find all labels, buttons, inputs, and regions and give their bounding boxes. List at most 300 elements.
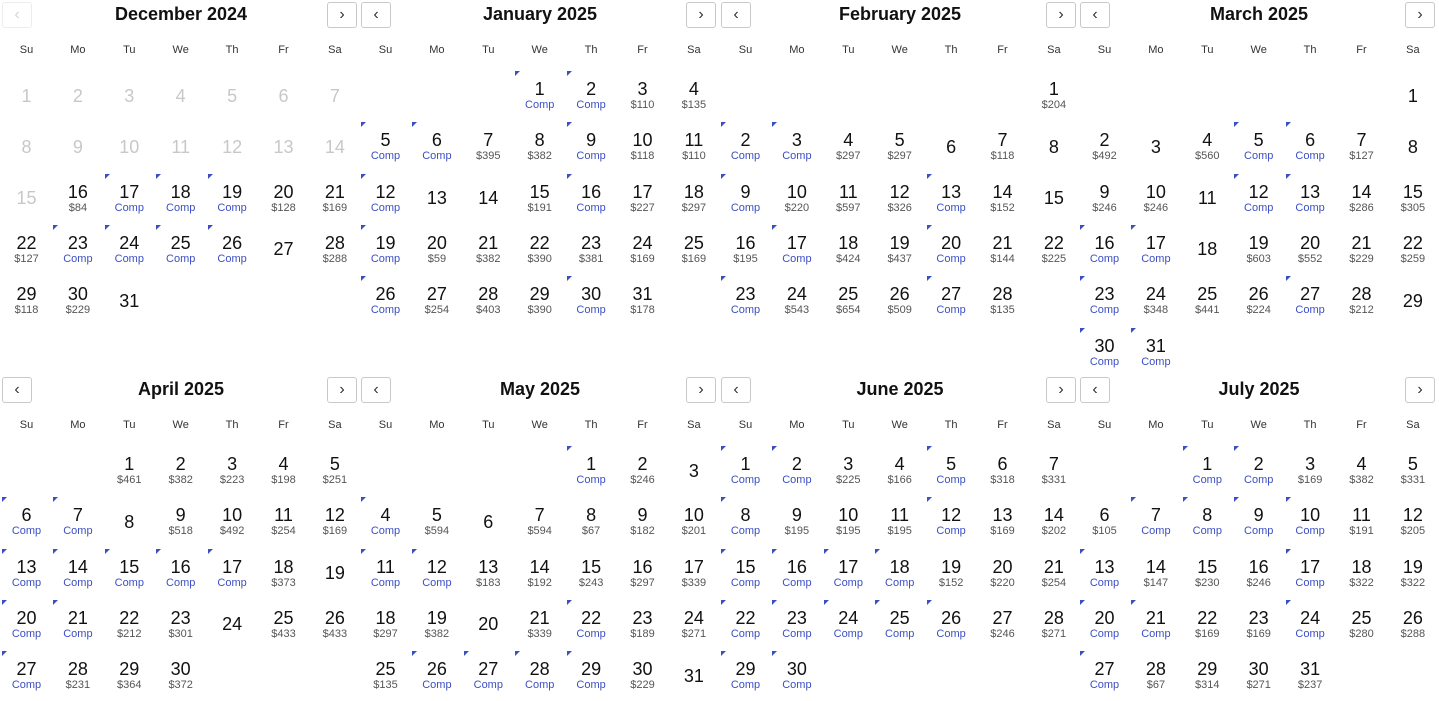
day-cell[interactable]	[104, 445, 155, 496]
day-cell[interactable]	[1285, 650, 1336, 701]
weekday-header: Mo	[70, 419, 86, 431]
day-number: 3	[1305, 454, 1316, 474]
day-cell[interactable]	[155, 445, 206, 496]
day-cell[interactable]	[463, 650, 514, 701]
day-cell[interactable]	[104, 650, 155, 701]
price-label: $433	[322, 627, 348, 640]
day-number: 18	[1197, 239, 1218, 260]
day-cell[interactable]	[720, 650, 771, 701]
day-cell[interactable]	[874, 599, 925, 650]
day-cell[interactable]	[1336, 224, 1387, 275]
day-cell[interactable]	[1336, 121, 1387, 172]
day-cell[interactable]	[1028, 173, 1079, 224]
next-month-button[interactable]	[1405, 2, 1435, 28]
day-cell[interactable]	[874, 121, 925, 172]
day-cell[interactable]	[411, 275, 462, 326]
day-cell[interactable]	[52, 275, 103, 326]
day-cell[interactable]	[566, 496, 617, 547]
prev-month-button[interactable]	[361, 377, 391, 403]
day-cell[interactable]	[207, 173, 258, 224]
day-cell[interactable]	[977, 121, 1028, 172]
comp-flag-icon	[53, 225, 58, 230]
day-number: 28	[478, 284, 499, 305]
day-cell[interactable]	[668, 224, 719, 275]
day-cell[interactable]	[1387, 224, 1438, 275]
day-cell[interactable]	[1285, 173, 1336, 224]
day-cell[interactable]	[52, 548, 103, 599]
day-cell[interactable]	[771, 275, 822, 326]
day-number: 29	[16, 284, 37, 305]
day-cell[interactable]	[823, 275, 874, 326]
day-cell[interactable]	[463, 224, 514, 275]
price-label: $297	[836, 150, 861, 163]
day-cell[interactable]	[155, 496, 206, 547]
day-cell[interactable]	[771, 650, 822, 701]
day-cell[interactable]	[617, 70, 668, 121]
day-number: 10	[786, 181, 807, 202]
next-month-button[interactable]	[1046, 377, 1076, 403]
day-cell[interactable]	[926, 275, 977, 326]
day-cell[interactable]	[207, 224, 258, 275]
day-cell[interactable]	[617, 650, 668, 701]
day-cell[interactable]	[1387, 173, 1438, 224]
prev-month-button[interactable]	[721, 377, 751, 403]
day-cell[interactable]	[104, 548, 155, 599]
day-cell[interactable]	[1182, 496, 1233, 547]
day-cell[interactable]	[1, 650, 52, 701]
day-cell[interactable]	[360, 496, 411, 547]
day-cell[interactable]	[720, 173, 771, 224]
comp-label: Comp	[1192, 525, 1222, 538]
next-month-button[interactable]	[1405, 377, 1435, 403]
day-cell[interactable]	[463, 275, 514, 326]
day-cell[interactable]	[771, 599, 822, 650]
day-cell[interactable]	[1028, 445, 1079, 496]
day-cell[interactable]	[1182, 121, 1233, 172]
day-cell[interactable]	[1079, 496, 1130, 547]
day-cell[interactable]	[411, 224, 462, 275]
day-cell[interactable]	[1182, 224, 1233, 275]
weekday-header: Fr	[278, 44, 289, 56]
price-label: $560	[1195, 150, 1220, 163]
day-cell[interactable]	[1182, 275, 1233, 326]
day-cell[interactable]	[360, 224, 411, 275]
next-month-button[interactable]	[327, 2, 357, 28]
day-cell[interactable]	[1336, 496, 1387, 547]
day-cell[interactable]	[52, 650, 103, 701]
day-cell[interactable]	[1130, 224, 1181, 275]
day-cell[interactable]	[258, 496, 309, 547]
day-cell[interactable]	[207, 599, 258, 650]
comp-flag-icon	[875, 600, 880, 605]
day-cell[interactable]	[155, 599, 206, 650]
day-cell[interactable]	[668, 599, 719, 650]
day-cell[interactable]	[874, 275, 925, 326]
day-cell[interactable]	[1182, 599, 1233, 650]
day-cell[interactable]	[258, 599, 309, 650]
day-cell[interactable]	[155, 548, 206, 599]
day-cell[interactable]	[617, 496, 668, 547]
day-cell[interactable]	[566, 548, 617, 599]
day-cell[interactable]	[1079, 548, 1130, 599]
day-cell[interactable]	[1, 599, 52, 650]
day-cell[interactable]	[1079, 650, 1130, 701]
day-number: 2	[1099, 130, 1110, 151]
price-label: $195	[836, 525, 861, 538]
day-cell[interactable]	[463, 496, 514, 547]
day-cell[interactable]	[1387, 599, 1438, 650]
day-cell[interactable]	[463, 548, 514, 599]
day-cell[interactable]	[1336, 275, 1387, 326]
day-cell[interactable]	[52, 599, 103, 650]
day-cell[interactable]	[823, 121, 874, 172]
day-cell[interactable]	[411, 599, 462, 650]
day-cell[interactable]	[1285, 599, 1336, 650]
day-cell[interactable]	[771, 224, 822, 275]
day-cell[interactable]	[1130, 327, 1181, 378]
day-cell[interactable]	[1, 496, 52, 547]
day-cell[interactable]	[1387, 275, 1438, 326]
prev-month-button[interactable]	[1080, 377, 1110, 403]
day-cell[interactable]	[514, 224, 565, 275]
day-cell[interactable]	[566, 650, 617, 701]
day-cell[interactable]	[1336, 548, 1387, 599]
day-cell[interactable]	[720, 224, 771, 275]
day-cell[interactable]	[514, 548, 565, 599]
day-cell[interactable]	[514, 650, 565, 701]
price-label: $254	[1041, 576, 1067, 589]
day-cell[interactable]	[360, 599, 411, 650]
comp-flag-icon	[721, 122, 726, 127]
day-number: 7	[1150, 505, 1161, 526]
day-cell[interactable]	[1, 224, 52, 275]
day-cell[interactable]	[617, 599, 668, 650]
day-cell[interactable]	[771, 173, 822, 224]
day-cell[interactable]	[309, 224, 360, 275]
day-cell[interactable]	[411, 173, 462, 224]
day-cell[interactable]	[823, 548, 874, 599]
day-cell[interactable]	[617, 173, 668, 224]
day-number: 8	[1202, 505, 1213, 526]
day-cell[interactable]	[668, 548, 719, 599]
next-month-button[interactable]	[686, 2, 716, 28]
day-cell[interactable]	[926, 173, 977, 224]
day-cell[interactable]	[1233, 173, 1284, 224]
day-cell[interactable]	[1130, 496, 1181, 547]
day-cell[interactable]	[1233, 445, 1284, 496]
day-cell[interactable]	[668, 445, 719, 496]
weekday-header: Th	[944, 44, 958, 56]
price-label: $220	[990, 576, 1015, 589]
day-cell[interactable]	[1, 548, 52, 599]
day-cell[interactable]	[52, 224, 103, 275]
prev-month-button[interactable]	[2, 377, 32, 403]
day-cell[interactable]	[720, 445, 771, 496]
day-cell[interactable]	[1130, 121, 1181, 172]
day-cell[interactable]	[1233, 548, 1284, 599]
day-number: 3	[843, 454, 854, 474]
day-cell[interactable]	[258, 548, 309, 599]
day-cell[interactable]	[309, 445, 360, 496]
day-cell[interactable]	[104, 496, 155, 547]
price-label: $105	[1092, 525, 1117, 538]
day-cell[interactable]	[514, 70, 565, 121]
day-cell[interactable]	[977, 496, 1028, 547]
day-cell[interactable]	[1336, 173, 1387, 224]
comp-label: Comp	[370, 304, 401, 317]
day-cell[interactable]	[1130, 548, 1181, 599]
day-cell[interactable]	[1079, 224, 1130, 275]
day-cell[interactable]	[617, 224, 668, 275]
prev-month-button[interactable]	[1080, 2, 1110, 28]
day-cell[interactable]	[1028, 496, 1079, 547]
day-cell[interactable]	[720, 121, 771, 172]
day-cell[interactable]	[309, 173, 360, 224]
day-cell[interactable]	[514, 121, 565, 172]
day-cell[interactable]	[926, 445, 977, 496]
day-cell[interactable]	[977, 548, 1028, 599]
day-cell[interactable]	[411, 121, 462, 172]
day-cell[interactable]	[1387, 121, 1438, 172]
day-cell[interactable]	[566, 224, 617, 275]
day-cell[interactable]	[463, 173, 514, 224]
day-cell[interactable]	[1130, 650, 1181, 701]
day-number: 13	[16, 556, 37, 577]
day-cell[interactable]	[874, 548, 925, 599]
day-cell[interactable]	[1387, 548, 1438, 599]
day-cell[interactable]	[566, 173, 617, 224]
day-cell[interactable]	[104, 599, 155, 650]
day-cell[interactable]	[1285, 445, 1336, 496]
day-cell[interactable]	[926, 599, 977, 650]
day-cell[interactable]	[1233, 599, 1284, 650]
day-cell[interactable]	[874, 496, 925, 547]
day-cell[interactable]	[566, 599, 617, 650]
price-label: $322	[1349, 576, 1374, 589]
price-label: $597	[836, 201, 861, 214]
day-cell[interactable]	[977, 173, 1028, 224]
price-label: $183	[476, 576, 501, 589]
day-cell[interactable]	[617, 445, 668, 496]
day-cell[interactable]	[1130, 599, 1181, 650]
price-label: $254	[271, 525, 296, 538]
day-cell[interactable]	[874, 173, 925, 224]
day-number: 3	[227, 454, 238, 474]
day-cell[interactable]	[1182, 173, 1233, 224]
day-cell[interactable]	[566, 275, 617, 326]
day-cell[interactable]	[1079, 275, 1130, 326]
day-cell[interactable]	[1387, 496, 1438, 547]
day-cell[interactable]	[668, 121, 719, 172]
day-cell[interactable]	[771, 496, 822, 547]
weekday-header: We	[1250, 44, 1267, 56]
day-cell[interactable]	[360, 121, 411, 172]
price-label: $127	[14, 252, 39, 265]
day-cell[interactable]	[1182, 548, 1233, 599]
day-cell[interactable]	[977, 445, 1028, 496]
day-cell[interactable]	[566, 70, 617, 121]
day-cell[interactable]	[514, 173, 565, 224]
day-cell[interactable]	[668, 496, 719, 547]
day-cell[interactable]	[258, 445, 309, 496]
day-number: 23	[581, 232, 602, 253]
day-cell[interactable]	[720, 548, 771, 599]
next-month-button[interactable]	[327, 377, 357, 403]
day-cell[interactable]	[258, 224, 309, 275]
price-label: $189	[630, 627, 655, 640]
day-cell[interactable]	[1336, 445, 1387, 496]
comp-label: Comp	[936, 525, 966, 538]
day-cell[interactable]	[668, 650, 719, 701]
day-cell[interactable]	[155, 173, 206, 224]
price-label: $128	[271, 201, 296, 214]
day-cell[interactable]	[1028, 121, 1079, 172]
day-cell[interactable]	[155, 224, 206, 275]
day-cell[interactable]	[1233, 275, 1284, 326]
day-cell[interactable]	[411, 548, 462, 599]
day-cell[interactable]	[823, 173, 874, 224]
comp-label: Comp	[114, 576, 144, 589]
day-cell[interactable]	[823, 496, 874, 547]
day-cell[interactable]	[104, 224, 155, 275]
day-cell[interactable]	[1336, 599, 1387, 650]
day-cell[interactable]	[668, 70, 719, 121]
day-cell[interactable]	[771, 445, 822, 496]
day-cell[interactable]	[463, 121, 514, 172]
day-cell[interactable]	[566, 445, 617, 496]
day-cell[interactable]	[1182, 445, 1233, 496]
weekday-header: Su	[378, 44, 393, 56]
day-cell[interactable]	[720, 599, 771, 650]
comp-label: Comp	[1295, 576, 1325, 589]
day-cell[interactable]	[926, 496, 977, 547]
day-number: 31	[119, 290, 140, 311]
prev-month-button[interactable]	[721, 2, 751, 28]
day-cell[interactable]	[514, 496, 565, 547]
day-cell[interactable]	[771, 121, 822, 172]
day-cell[interactable]	[1079, 121, 1130, 172]
day-cell[interactable]	[1, 275, 52, 326]
day-cell[interactable]	[104, 275, 155, 326]
day-cell[interactable]	[720, 275, 771, 326]
prev-month-button[interactable]	[361, 2, 391, 28]
weekday-header: Th	[225, 419, 239, 431]
day-number: 1	[124, 454, 135, 474]
day-cell[interactable]	[1028, 599, 1079, 650]
day-cell[interactable]	[514, 275, 565, 326]
chevron-left-icon: ‹	[733, 381, 739, 398]
day-cell[interactable]	[1285, 275, 1336, 326]
day-cell[interactable]	[771, 548, 822, 599]
day-cell[interactable]	[309, 548, 360, 599]
day-cell[interactable]	[1387, 70, 1438, 121]
day-cell[interactable]	[1028, 548, 1079, 599]
comp-label: Comp	[782, 576, 812, 589]
day-cell[interactable]	[360, 650, 411, 701]
day-cell[interactable]	[977, 599, 1028, 650]
day-cell[interactable]	[514, 599, 565, 650]
day-cell[interactable]	[617, 548, 668, 599]
day-cell[interactable]	[155, 650, 206, 701]
day-cell[interactable]	[1028, 224, 1079, 275]
day-cell[interactable]	[207, 445, 258, 496]
day-cell[interactable]	[1285, 548, 1336, 599]
next-month-button[interactable]	[1046, 2, 1076, 28]
day-cell[interactable]	[360, 173, 411, 224]
day-cell[interactable]	[52, 496, 103, 547]
day-cell[interactable]	[1285, 224, 1336, 275]
day-cell[interactable]	[207, 548, 258, 599]
day-cell[interactable]	[720, 496, 771, 547]
price-label: $229	[65, 304, 91, 317]
day-cell[interactable]	[874, 445, 925, 496]
day-cell[interactable]	[823, 445, 874, 496]
day-cell[interactable]	[463, 599, 514, 650]
day-cell[interactable]	[1233, 121, 1284, 172]
day-cell[interactable]	[309, 599, 360, 650]
day-cell[interactable]	[1079, 173, 1130, 224]
day-cell[interactable]	[977, 275, 1028, 326]
day-number: 10	[119, 136, 140, 157]
day-cell[interactable]	[668, 173, 719, 224]
day-cell[interactable]	[926, 548, 977, 599]
day-cell[interactable]	[1285, 496, 1336, 547]
day-number: 11	[376, 556, 395, 577]
day-cell[interactable]	[1130, 275, 1181, 326]
day-number: 9	[1253, 505, 1264, 526]
day-cell[interactable]	[823, 599, 874, 650]
price-label: $67	[581, 525, 601, 538]
day-cell[interactable]	[1079, 327, 1130, 378]
day-cell[interactable]	[1182, 650, 1233, 701]
day-cell[interactable]	[926, 224, 977, 275]
day-cell[interactable]	[617, 275, 668, 326]
day-cell[interactable]	[258, 173, 309, 224]
day-cell[interactable]	[1028, 70, 1079, 121]
day-cell[interactable]	[1130, 173, 1181, 224]
day-cell[interactable]	[823, 224, 874, 275]
day-cell[interactable]	[1233, 650, 1284, 701]
next-month-button[interactable]	[686, 377, 716, 403]
day-cell[interactable]	[1387, 445, 1438, 496]
day-number: 15	[16, 188, 37, 209]
day-cell[interactable]	[1079, 599, 1130, 650]
price-label: $169	[1195, 627, 1220, 640]
day-cell[interactable]	[1233, 496, 1284, 547]
day-number: 20	[16, 607, 37, 628]
day-cell[interactable]	[309, 496, 360, 547]
day-cell[interactable]	[566, 121, 617, 172]
day-cell[interactable]	[977, 224, 1028, 275]
day-cell[interactable]	[1285, 121, 1336, 172]
price-label: $364	[117, 679, 142, 692]
day-number: 8	[21, 136, 32, 157]
day-cell[interactable]	[360, 275, 411, 326]
day-cell[interactable]	[207, 496, 258, 547]
day-number: 30	[67, 284, 88, 305]
day-cell[interactable]	[617, 121, 668, 172]
day-cell[interactable]	[1233, 224, 1284, 275]
day-cell[interactable]	[874, 224, 925, 275]
day-cell[interactable]	[926, 121, 977, 172]
day-cell[interactable]	[360, 548, 411, 599]
prev-month-button[interactable]	[2, 2, 32, 28]
day-cell[interactable]	[52, 173, 103, 224]
day-cell[interactable]	[411, 496, 462, 547]
comp-label: Comp	[114, 252, 144, 265]
day-cell[interactable]	[104, 173, 155, 224]
day-cell[interactable]	[411, 650, 462, 701]
